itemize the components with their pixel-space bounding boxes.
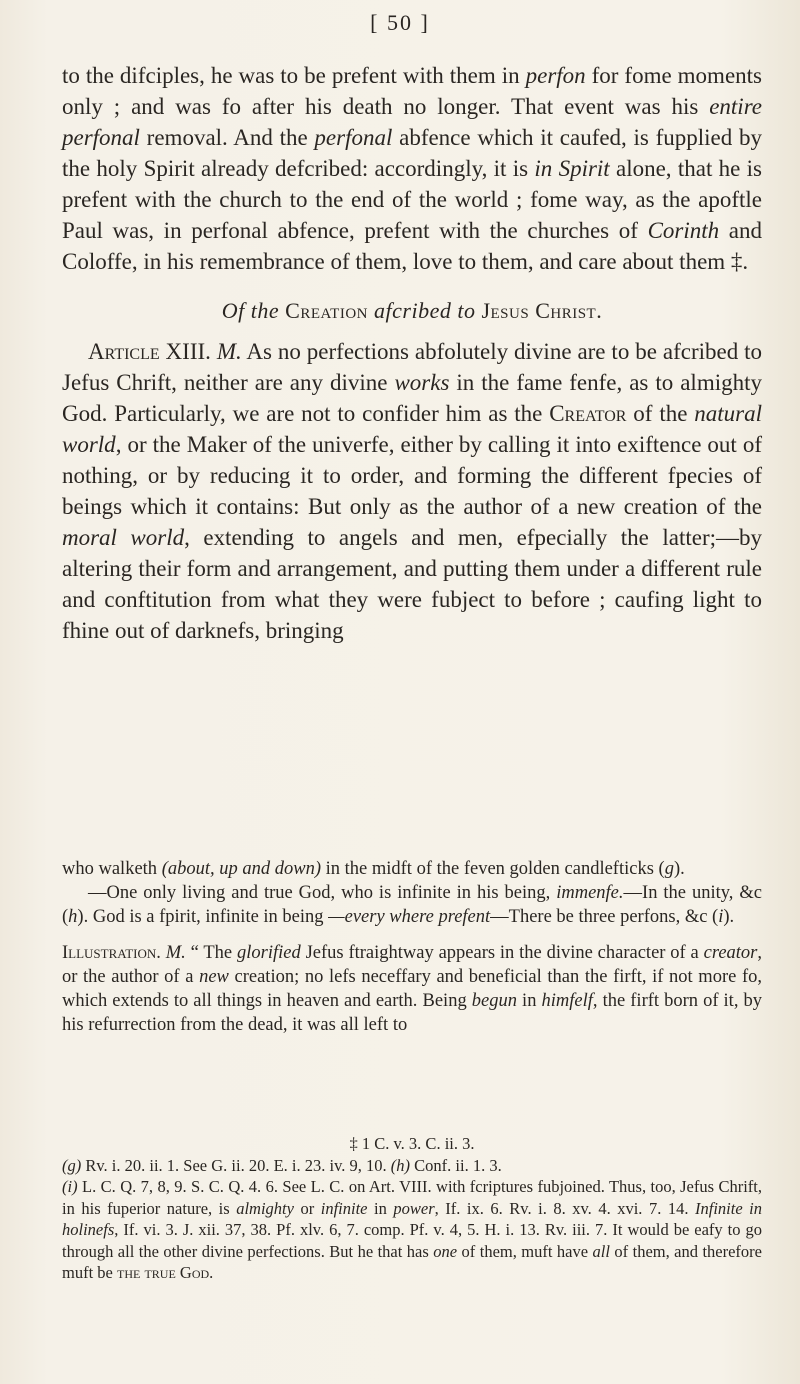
text-run: alone, that he is prefent with the church to the end of the world ; fome way, as the apoftle Paul was, in perfonal abfence, prefent with the churches of [62,156,763,243]
text-run: or [293,1198,321,1218]
heading-part: Of the [221,298,280,323]
text-run: of them, and therefore muft be [62,1241,762,1282]
quoted-notes [62,857,762,1037]
italic-run: natural world [62,401,762,457]
text-run: , or the author of a [62,943,763,987]
italic-run: almighty [236,1198,294,1218]
text-run: of the [626,401,695,426]
italic-run: himfelf [541,991,593,1011]
text-run: Rv. i. 20. ii. 1. See G. ii. 20. E. i. 23. iv. 9, 10. [81,1155,391,1175]
text-run: in the midft of the feven golden candlefticks ( [321,859,665,879]
text-run: removal. And the [139,125,315,150]
illustration-label: Illustration. [62,943,161,963]
footnote-label: (h) [390,1155,411,1175]
text-run: ). [723,907,735,927]
speaker-mark: M. [216,339,242,364]
text-run: , extending to angels and men, efpecially the latter;—by altering their form and arrangement, and putting them under a different rule and conftitution from what they were fubject to before ; caufing light to fhine out of darknefs, bringing [62,525,762,643]
text-run: Conf. ii. 1. 3. [410,1155,502,1175]
small-caps-run: the true God. [117,1263,214,1282]
speaker-mark: M. [165,943,186,963]
paragraph-body [62,60,762,277]
italic-run: infinite [320,1198,368,1218]
text-run: , or the Maker of the univerfe, either by calling it into exiftence out of nothing, or by reducing it to order, and forming the different fpecies of beings which it contains: But only as the author of a new creation of the [62,432,762,519]
page-number: [ 50 ] [370,10,430,35]
italic-run: one [433,1241,458,1261]
note-line [62,881,762,929]
heading-part: Jesus Christ. [481,298,603,323]
heading-part: afcribed to [374,298,476,323]
italic-run: perfon [525,63,586,88]
text-run: ). [673,859,685,879]
text-run: —In the unity, &c ( [62,883,762,927]
italic-run: works [394,370,450,395]
italic-run: in Spirit [534,156,610,181]
text-run: to the difciples, he was to be prefent with them in [62,63,526,88]
note-ref: h [68,907,78,927]
article-paragraph [62,336,762,646]
text-run: , If. vi. 3. J. xii. 37, 38. Pf. xlv. 6, 7. comp. Pf. v. 4, 5. H. i. 13. Rv. iii. 7. It would be eafy to go through all the other divine perfections. But he that has [62,1220,762,1261]
text-run: , If. ix. 6. Rv. i. 8. xv. 4. xvi. 7. 14. [434,1198,695,1218]
text-run: abfence which it caufed, is fupplied by the holy Spirit already defcribed: accordingly, it is [62,125,762,181]
footnote-g-h [62,1155,762,1177]
note-line [62,857,762,881]
text-run: —One only living and true God, who is infinite in his being, [88,883,557,903]
text-run: in the fame fenfe, as to almighty God. Particularly, we are not to confider him as the [62,370,762,426]
footnote-label: (i) [62,1177,78,1196]
italic-run: new [199,967,229,987]
text-run: for fome moments only ; and was fo after his death no longer. That event was his [62,63,762,119]
footnotes [62,1133,762,1284]
small-caps-run: Creator [549,401,627,426]
italic-run: Corinth [647,218,720,243]
italic-run: glorified [237,943,301,963]
text-run: in [516,991,542,1011]
note-ref: i [718,907,724,927]
footnote-dagger: ‡ 1 C. v. 3. C. ii. 3. [349,1134,475,1153]
heading-part: Creation [285,298,369,323]
text-run: of them, muft have [457,1241,593,1261]
text-run: As no perfections abfolutely divine are to be afcribed to Jefus Chrift, neither are any divine [62,339,763,395]
note-ref: g [664,859,674,879]
text-run: who walketh [62,859,162,879]
italic-run: begun [471,991,517,1011]
text-run: “ The [185,943,237,963]
italic-run: moral world [62,525,185,550]
text-run: creation; no lefs neceffary and beneficial than the firft, if not more fo, which extends to all things in heaven and earth. Being [62,967,762,1011]
text-run: Jefus ftraightway appears in the divine character of a [300,943,704,963]
footnote-label: (g) [62,1155,82,1175]
italic-run: (about, up and down) [161,859,321,879]
italic-run: immenfe. [556,883,624,903]
article-label: Article XIII. [88,339,211,364]
italic-run: perfonal [314,125,393,150]
text-run: —There be three perfons, &c ( [490,907,719,927]
text-run: in [367,1198,394,1218]
italic-run: creator [703,943,758,963]
italic-run: Infinite in holinefs [62,1198,763,1239]
main-text [62,60,762,646]
illustration-paragraph [62,941,762,1037]
footnote-i [62,1176,762,1284]
text-run: , the firft born of it, by his refurrection from the dead, it was all left to [62,991,763,1035]
italic-run: entire perfonal [62,94,762,150]
italic-run: all [592,1241,610,1261]
text-run: ). God is a fpirit, infinite in being [77,907,329,927]
italic-run: —every where prefent [328,907,491,927]
text-run: and Coloffe, in his remembrance of them, love to them, and care about them ‡. [62,218,762,274]
text-run: L. C. Q. 7, 8, 9. S. C. Q. 4. 6. See L. C. on Art. VIII. with fcriptures fubjoined. Thus, too, Jefus Chrift, in his fuperior nature, is [62,1177,762,1218]
section-heading [62,295,762,326]
italic-run: power [393,1198,435,1218]
